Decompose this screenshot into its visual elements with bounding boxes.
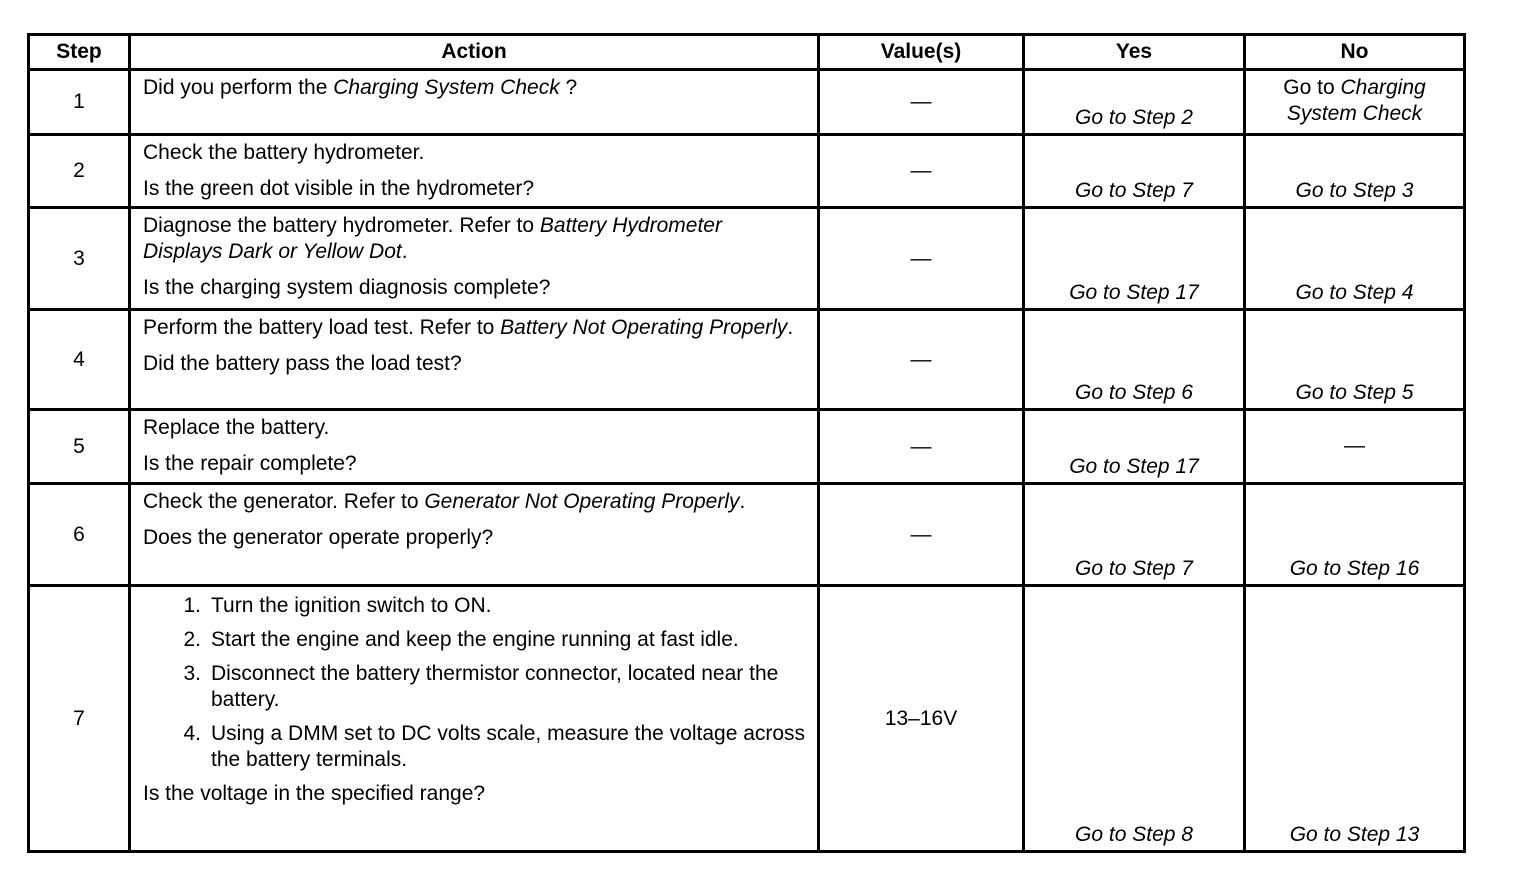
step-number: 4 (29, 310, 130, 410)
no-reference: Charging System Check (1286, 76, 1426, 125)
action-question: Is the voltage in the specified range? (143, 782, 486, 805)
action-question: Did the battery pass the load test? (143, 352, 462, 375)
action-cell (130, 484, 819, 586)
action-reference: Battery Hydrometer Displays Dark or Yellow Dot (143, 214, 722, 263)
yes-cell: Go to Step 17 (1024, 410, 1245, 484)
list-item (143, 661, 807, 713)
no-cell: Go to Step 4 (1245, 208, 1465, 310)
action-cell (130, 70, 819, 135)
no-cell: Go to Step 5 (1245, 310, 1465, 410)
yes-cell: Go to Step 2 (1024, 70, 1245, 135)
table-row (29, 70, 1465, 135)
header-no: No (1245, 35, 1465, 70)
table-row (29, 310, 1465, 410)
action-cell (130, 208, 819, 310)
action-text: Did you perform the (143, 76, 334, 99)
action-text: Perform the battery load test. Refer to (143, 316, 501, 339)
list-item (143, 721, 807, 773)
action-text: ? (559, 76, 578, 99)
yes-cell: Go to Step 6 (1024, 310, 1245, 410)
yes-cell: Go to Step 7 (1024, 135, 1245, 208)
action-text: Diagnose the battery hydrometer. Refer to (143, 214, 540, 237)
action-question: Is the charging system diagnosis complete? (143, 276, 551, 299)
action-question: Does the generator operate properly? (143, 526, 494, 549)
step-number: 6 (29, 484, 130, 586)
yes-cell: Go to Step 17 (1024, 208, 1245, 310)
substep-list (143, 593, 807, 773)
substep-number: 4. (183, 722, 201, 745)
step-number: 2 (29, 135, 130, 208)
action-cell (130, 410, 819, 484)
value-cell: — (819, 70, 1024, 135)
action-text: Check the generator. Refer to (143, 490, 425, 513)
no-cell: Go to Step 16 (1245, 484, 1465, 586)
no-cell: Go to Step 3 (1245, 135, 1465, 208)
action-text: . (401, 240, 408, 263)
action-text: Replace the battery. (143, 416, 330, 439)
header-yes: Yes (1024, 35, 1245, 70)
header-row (29, 35, 1465, 70)
action-question: Is the green dot visible in the hydrometer? (143, 177, 535, 200)
step-number: 5 (29, 410, 130, 484)
substep-number: 2. (183, 628, 201, 651)
table-row (29, 410, 1465, 484)
no-cell (1245, 70, 1465, 135)
substep-text: Using a DMM set to DC volts scale, measure the voltage across the battery terminals. (211, 722, 806, 771)
no-cell: — (1245, 410, 1465, 484)
value-cell: — (819, 208, 1024, 310)
action-reference: Generator Not Operating Properly (424, 490, 740, 513)
value-cell: — (819, 484, 1024, 586)
substep-number: 1. (183, 594, 201, 617)
action-text: . (739, 490, 746, 513)
value-cell: — (819, 410, 1024, 484)
header-step: Step (29, 35, 130, 70)
action-cell (130, 135, 819, 208)
action-reference: Battery Not Operating Properly (500, 316, 788, 339)
table-row (29, 484, 1465, 586)
yes-cell: Go to Step 7 (1024, 484, 1245, 586)
table-row (29, 135, 1465, 208)
action-text: Check the battery hydrometer. (143, 141, 425, 164)
list-item (143, 593, 807, 619)
no-text: Go to (1283, 76, 1341, 99)
value-cell: — (819, 135, 1024, 208)
substep-text: Start the engine and keep the engine running at fast idle. (211, 628, 739, 651)
substep-number: 3. (183, 662, 201, 685)
action-cell (130, 310, 819, 410)
step-number: 7 (29, 586, 130, 852)
action-cell (130, 586, 819, 852)
substep-text: Disconnect the battery thermistor connector, located near the battery. (211, 662, 779, 711)
yes-cell: Go to Step 8 (1024, 586, 1245, 852)
table-row (29, 586, 1465, 852)
value-cell: — (819, 310, 1024, 410)
action-instruction (143, 213, 807, 265)
value-cell: 13–16V (819, 586, 1024, 852)
header-value: Value(s) (819, 35, 1024, 70)
step-number: 1 (29, 70, 130, 135)
diagnostic-table (27, 33, 1466, 853)
action-reference: Charging System Check (333, 76, 560, 99)
action-text: . (787, 316, 794, 339)
action-instruction (143, 315, 807, 341)
action-question: Is the repair complete? (143, 452, 357, 475)
header-action: Action (130, 35, 819, 70)
substep-text: Turn the ignition switch to ON. (211, 594, 492, 617)
table-row (29, 208, 1465, 310)
no-cell: Go to Step 13 (1245, 586, 1465, 852)
list-item (143, 627, 807, 653)
step-number: 3 (29, 208, 130, 310)
action-instruction (143, 489, 807, 515)
